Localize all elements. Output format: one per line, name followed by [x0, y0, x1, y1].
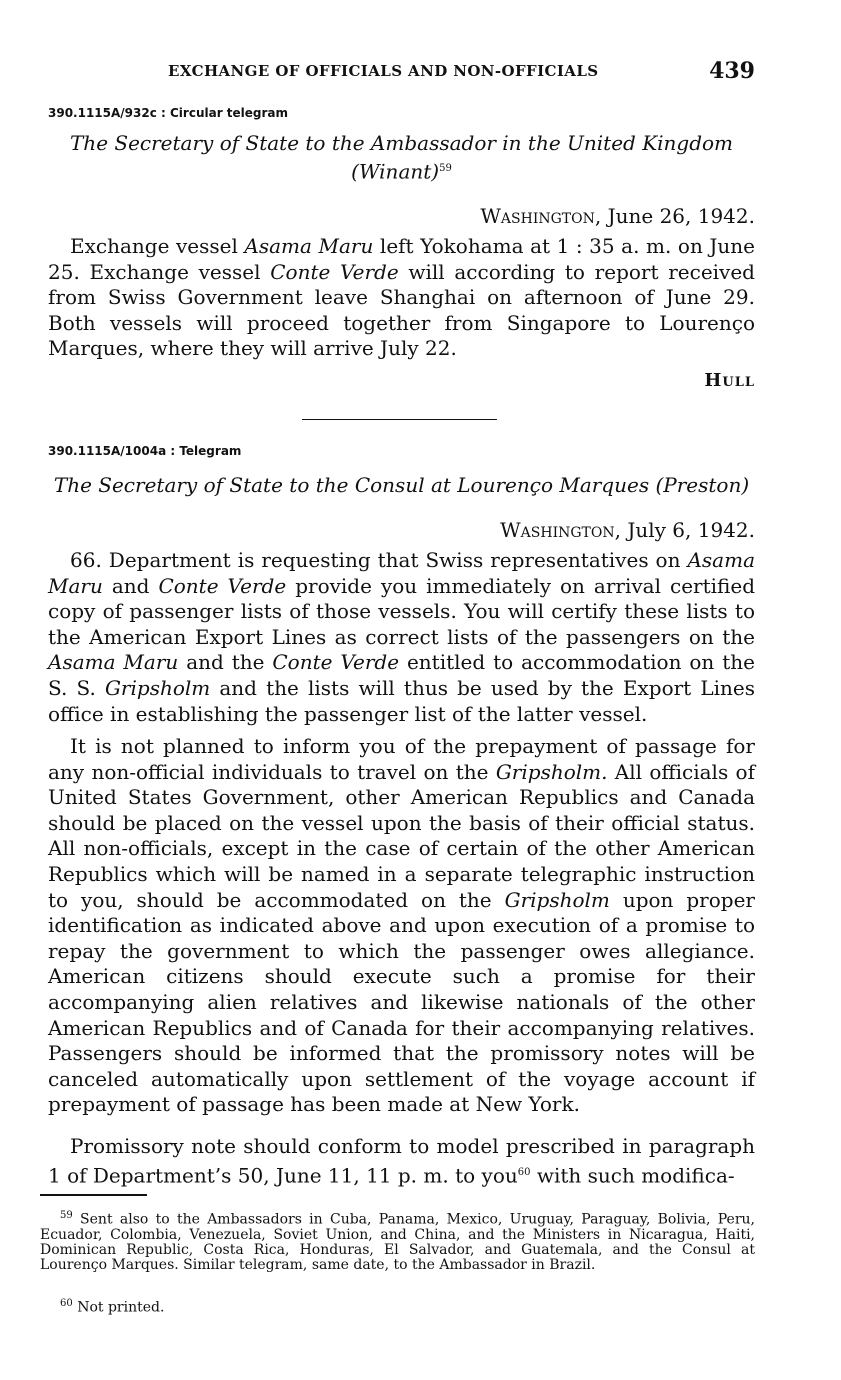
section-separator: [302, 419, 497, 420]
ship-name: Gripsholm: [504, 887, 610, 912]
doc2-text: It is not planned to inform you of the prepayment of passage for any non-official individuals to travel on the: [48, 734, 755, 784]
doc1-heading-line2: [48, 156, 755, 185]
ship-name: Asama Maru: [48, 548, 755, 598]
doc1-heading-recipient: (Winant): [351, 159, 440, 184]
doc2-text: and the lists will thus be used by the Export Lines office in establishing the passenger list of the latter vessel.: [48, 675, 756, 726]
doc1-heading-line1: The Secretary of State to the Ambassador in the United Kingdom: [69, 131, 734, 155]
doc2-text: with such modifica-: [530, 1163, 735, 1188]
footnote-rule: [40, 1194, 147, 1196]
ship-name: Gripsholm: [104, 675, 211, 700]
doc1-dateline-place: Washington,: [480, 204, 602, 228]
doc2-text: and: [102, 573, 159, 598]
doc2-heading: The Secretary of State to the Consul at Lourenço Marques (Preston): [53, 473, 750, 497]
doc2-dateline-date: July 6, 1942.: [627, 518, 755, 542]
doc1-text: left Yokohama at 1 : 35 a. m. on June 25. Exchange vessel: [48, 234, 755, 284]
footnote-ref-60: 60: [517, 1166, 531, 1178]
doc2-text: Promissory note should conform to model prescribed in paragraph 1 of Department’s 50, June 11, 11 p. m. to you: [48, 1134, 755, 1188]
doc1-dateline-date: June 26, 1942.: [607, 204, 755, 228]
doc2-dateline-place: Washington,: [500, 518, 621, 542]
ship-name: Conte Verde: [158, 573, 287, 598]
ship-name: Conte Verde: [272, 650, 400, 675]
ship-name: Asama Maru: [244, 234, 374, 258]
doc2-text: upon proper identification as indicated above and upon execution of a promise to repay the government to which the passenger owes allegiance. American citizens should execute such a promise for their accompanying alien relatives and likewise nationals of the other American Republics and of Canada for their accompanying relatives. Passengers should be informed that the promissory notes will be canceled automatically upon settlement of the voyage account if prepayment of passage has been made at New York.: [48, 887, 755, 1117]
document-page: [40, 0, 755, 1380]
doc1-text: will according to report received from Swiss Government leave Shanghai on afternoon of June 29. Both vessels will proceed together from Singapore to Lourenço Marques, where they will arrive July 22.: [48, 259, 755, 361]
footnote-60-mark: 60: [60, 1298, 73, 1309]
doc2-reference: 390.1115A/1004a : Telegram: [48, 444, 242, 458]
footnote-60: [40, 1296, 755, 1316]
doc2-paragraph-3: [48, 1134, 755, 1189]
ship-name: Asama Maru: [48, 650, 179, 675]
doc1-text: Exchange vessel: [70, 234, 245, 258]
footnote-59: [40, 1208, 755, 1273]
ship-name: Conte Verde: [270, 259, 399, 284]
doc1-reference: 390.1115A/932c : Circular telegram: [48, 106, 289, 120]
doc2-text: All officials of United States Government, other American Republics and Canada should be placed on the vessel upon the basis of their official status. All non-officials, except in the case of certain of the other American Republics which will be named in a separate telegraphic instruction to you, should be accommodated on the: [48, 759, 755, 912]
doc2-text: entitled to accommodation on the S. S.: [48, 650, 755, 700]
doc2-text: 66. Department is requesting that Swiss representatives on: [70, 548, 688, 572]
doc2-text: and the: [178, 650, 273, 675]
doc1-signature: Hull: [704, 370, 755, 391]
doc1-heading: [48, 130, 755, 185]
footnote-59-mark: 59: [60, 1210, 73, 1221]
running-head: [40, 58, 755, 88]
footnote-59-text: Sent also to the Ambassadors in Cuba, Panama, Mexico, Uruguay, Paraguay, Bolivia, Peru, Ecuador, Colombia, Venezuela, Soviet Union, and China, and the Ministers in Nicaragua, Haiti, Dominican Republic, Costa Rica, Honduras, El Salvador, and Guatemala, and the Consul at Lourenço Marques. Similar telegram, same date, to the Ambassador in Brazil.: [40, 1211, 755, 1273]
doc2-paragraph-1: [48, 548, 755, 727]
doc1-body-paragraph: [48, 234, 755, 362]
footnote-ref-59: 59: [439, 163, 452, 174]
page-number: 439: [709, 58, 755, 84]
running-title: EXCHANGE OF OFFICIALS AND NON-OFFICIALS: [168, 62, 599, 80]
doc2-dateline: [500, 518, 755, 542]
doc1-dateline: [480, 204, 755, 228]
doc2-paragraph-2: [48, 734, 755, 1118]
footnote-60-text: Not printed.: [77, 1299, 165, 1316]
ship-name: Gripsholm.: [495, 759, 608, 784]
doc2-text: provide you immediately on arrival certified copy of passenger lists of those vessels. You will certify these lists to the American Export Lines as correct lists of the passengers on the: [48, 573, 755, 649]
